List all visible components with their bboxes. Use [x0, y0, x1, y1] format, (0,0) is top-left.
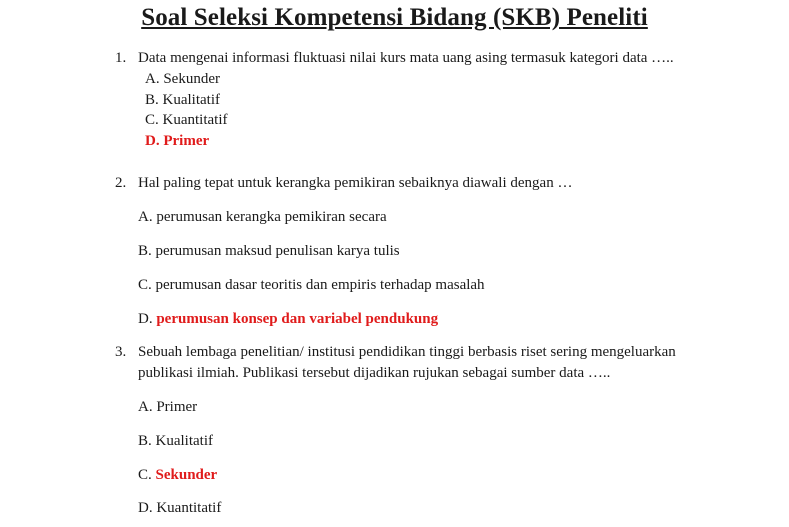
- question-number: 2.: [115, 175, 127, 191]
- page-title: Soal Seleksi Kompetensi Bidang (SKB) Peneliti: [141, 4, 648, 31]
- option-a: A. Primer: [138, 399, 198, 415]
- option-d: [138, 310, 438, 328]
- option-c: [138, 466, 217, 484]
- option-a: A. perumusan kerangka pemikiran secara: [138, 209, 387, 225]
- option-b: B. Kualitatif: [145, 92, 220, 108]
- option-prefix: C.: [138, 467, 156, 483]
- option-c: C. Kuantitatif: [145, 112, 228, 128]
- option-d-answer: perumusan konsep dan variabel pendukung: [156, 311, 439, 327]
- option-a: A. Sekunder: [145, 71, 220, 87]
- option-d: D. Kuantitatif: [138, 500, 222, 516]
- question-number: 3.: [115, 344, 127, 360]
- question-text: Hal paling tepat untuk kerangka pemikiran sebaiknya diawali dengan …: [138, 175, 573, 191]
- question-text-line-2: publikasi ilmiah. Publikasi tersebut dijadikan rujukan sebagai sumber data …..: [138, 365, 611, 381]
- option-d-answer: D. Primer: [145, 133, 210, 149]
- option-b: B. perumusan maksud penulisan karya tulis: [138, 243, 400, 259]
- option-prefix: D.: [138, 311, 157, 327]
- option-b: B. Kualitatif: [138, 433, 213, 449]
- question-text-line-1: Sebuah lembaga penelitian/ institusi pendidikan tinggi berbasis riset sering mengeluarkan: [138, 344, 676, 360]
- option-c: C. perumusan dasar teoritis dan empiris terhadap masalah: [138, 277, 485, 293]
- option-c-answer: Sekunder: [155, 467, 218, 483]
- question-number: 1.: [115, 50, 127, 66]
- question-text: Data mengenai informasi fluktuasi nilai kurs mata uang asing termasuk kategori data …..: [138, 50, 674, 66]
